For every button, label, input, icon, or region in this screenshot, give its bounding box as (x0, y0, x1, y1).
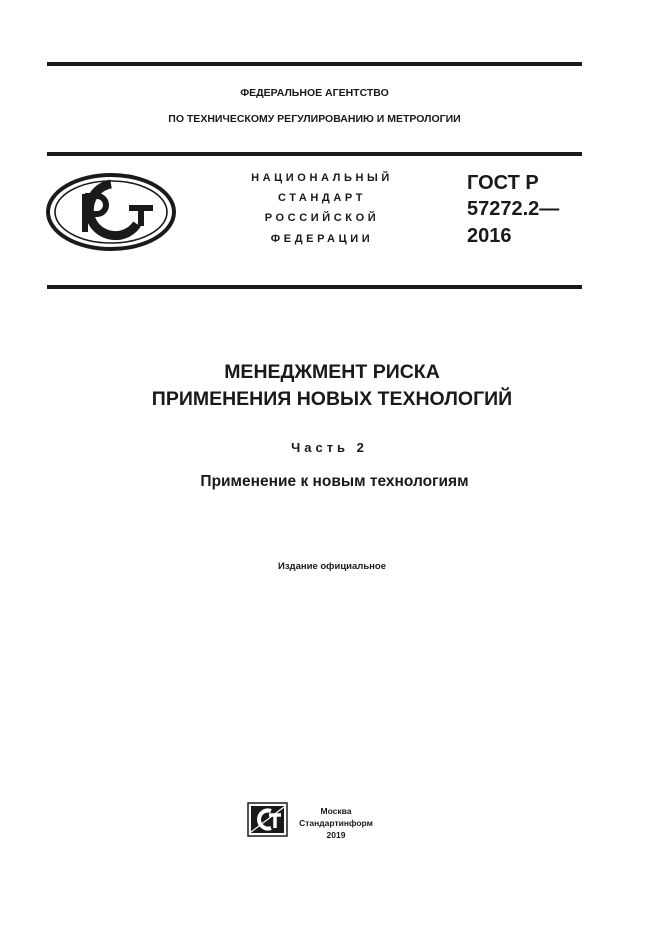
standard-type-line4: ФЕДЕРАЦИИ (270, 233, 374, 245)
standard-type-line3: РОССИЙСКОЙ (264, 212, 380, 224)
document-title-line2: ПРИМЕНЕНИЯ НОВЫХ ТЕХНОЛОГИЙ (151, 388, 513, 410)
document-subtitle: Применение к новым технологиям (200, 473, 469, 490)
edition-note: Издание официальное (278, 561, 386, 572)
publisher-name: Стандартинформ (299, 818, 373, 828)
middle-rule (47, 152, 582, 156)
bottom-rule (47, 285, 582, 289)
publication-year: 2019 (326, 830, 346, 840)
standard-type-line2: СТАНДАРТ (277, 192, 367, 204)
publisher-city: Москва (320, 806, 352, 816)
standartinform-logo-icon (247, 802, 288, 837)
gost-designation-line1: ГОСТ Р (467, 172, 539, 194)
agency-name-line2: ПО ТЕХНИЧЕСКОМУ РЕГУЛИРОВАНИЮ И МЕТРОЛОГИИ (168, 113, 461, 125)
gost-designation-line3: 2016 (467, 225, 512, 247)
gost-designation-line2: 57272.2— (467, 198, 560, 220)
part-number: Часть 2 (291, 440, 368, 455)
standard-type-line1: НАЦИОНАЛЬНЫЙ (251, 172, 393, 184)
gost-r-conformity-mark-icon (45, 172, 177, 252)
top-rule (47, 62, 582, 66)
document-title-line1: МЕНЕДЖМЕНТ РИСКА (224, 361, 440, 383)
agency-name-line1: ФЕДЕРАЛЬНОЕ АГЕНТСТВО (240, 87, 389, 99)
